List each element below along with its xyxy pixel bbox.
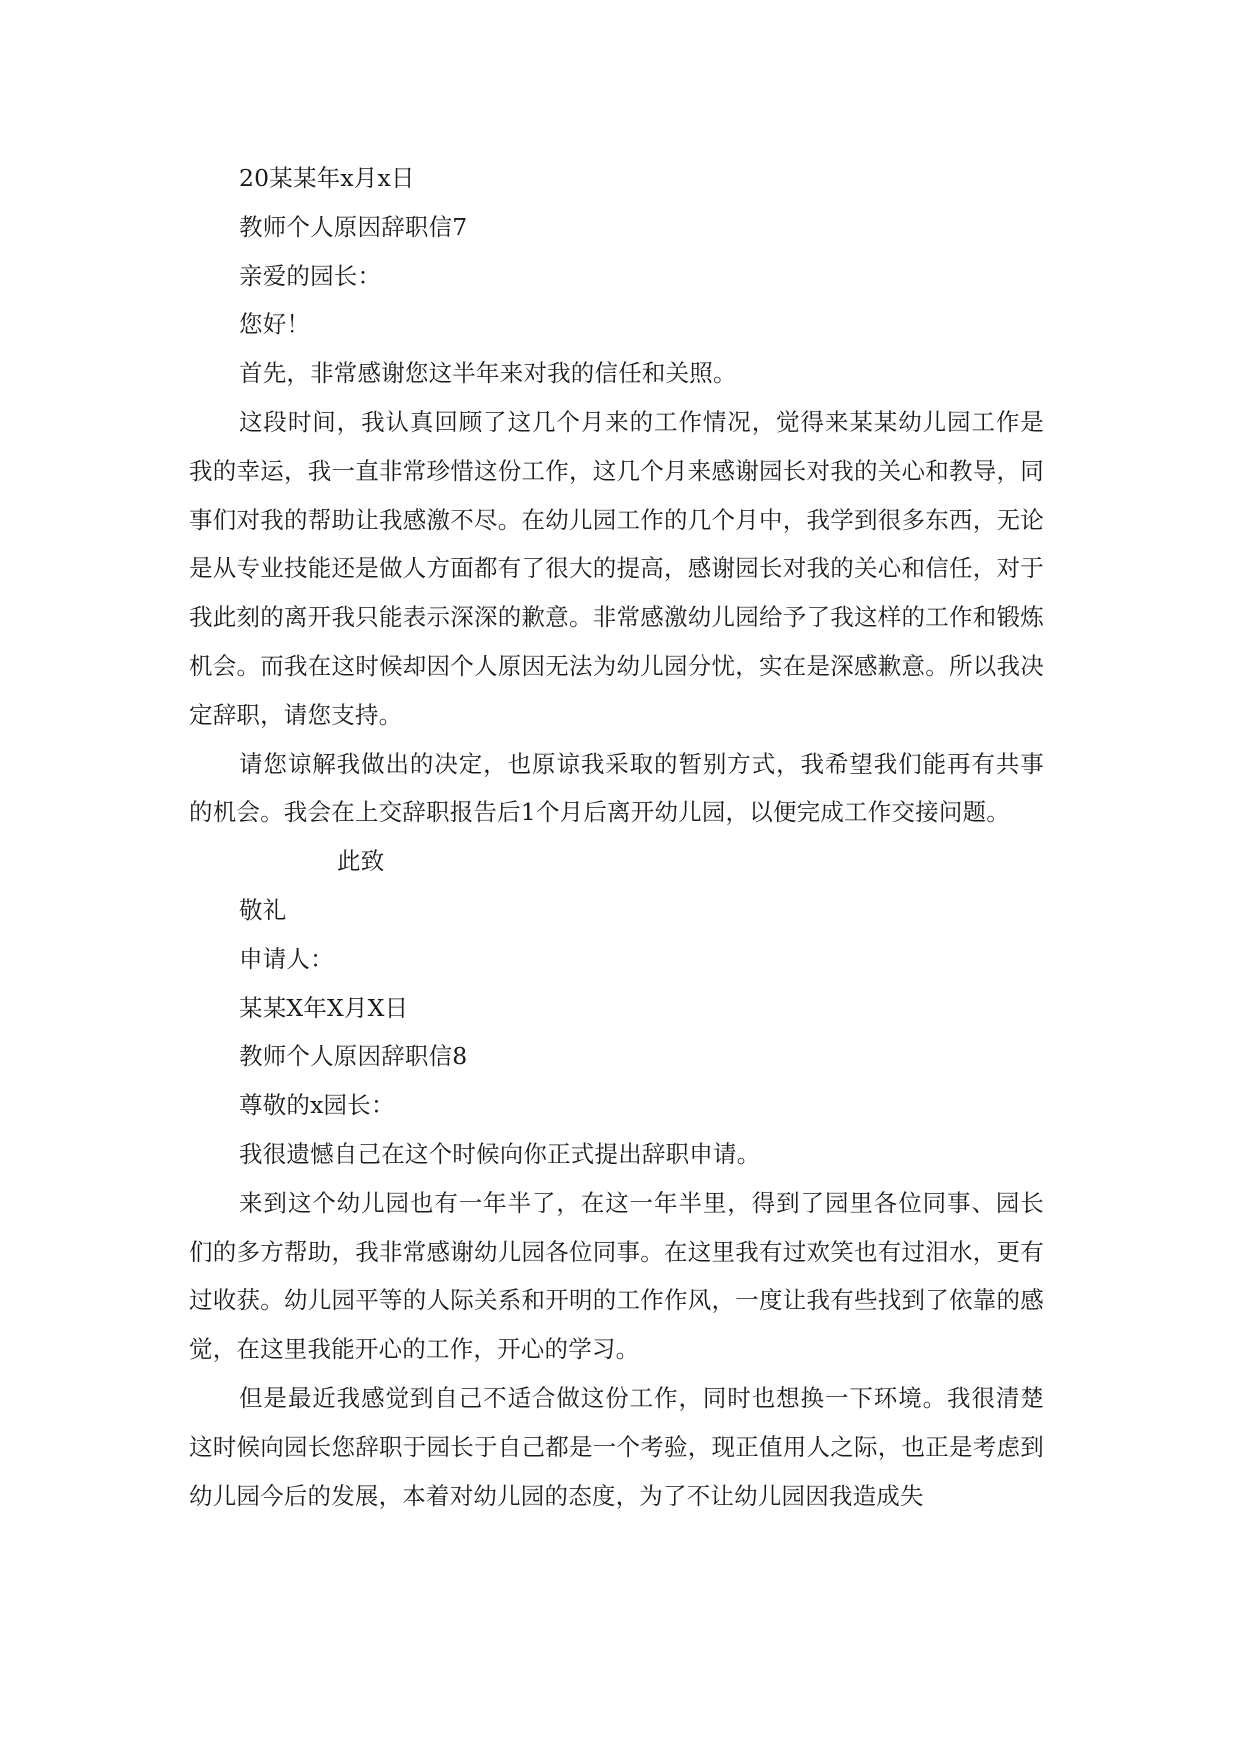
letter-8-paragraph-1: 我很遗憾自己在这个时候向你正式提出辞职申请。 bbox=[239, 1139, 761, 1168]
letter-8-title: 教师个人原因辞职信8 bbox=[239, 1042, 468, 1071]
letter-8-paragraph-3: 但是最近我感觉到自己不适合做这份工作，同时也想换一下环境。我很清楚这时候向园长您辞职于园长于自己都是一个考验，现正值用人之际，也正是考虑到幼儿园今后的发展，本着对幼儿园的态度，为了不让幼儿园因我造成失 bbox=[189, 1383, 1044, 1510]
letter-7-paragraph-3: 请您谅解我做出的决定，也原谅我采取的暂别方式，我希望我们能再有共事的机会。我会在上交辞职报告后1个月后离开幼儿园，以便完成工作交接问题。 bbox=[189, 749, 1044, 827]
previous-letter-date: 20某某年x月x日 bbox=[239, 164, 415, 192]
letter-7-applicant: 申请人： bbox=[239, 944, 334, 973]
letter-7-regards: 敬礼 bbox=[239, 895, 287, 924]
letter-8-paragraph-2: 来到这个幼儿园也有一年半了，在这一年半里，得到了园里各位同事、园长们的多方帮助，我非常感谢幼儿园各位同事。在这里我有过欢笑也有过泪水，更有过收获。幼儿园平等的人际关系和开明的工作作风，一度让我有些找到了依靠的感觉，在这里我能开心的工作，开心的学习。 bbox=[189, 1188, 1044, 1364]
letter-7-date: 某某X年X月X日 bbox=[239, 993, 409, 1022]
letter-7-paragraph-1: 首先，非常感谢您这半年来对我的信任和关照。 bbox=[239, 359, 737, 388]
letter-7-closing: 此致 bbox=[337, 847, 385, 876]
letter-7-paragraph-2: 这段时间，我认真回顾了这几个月来的工作情况，觉得来某某幼儿园工作是我的幸运，我一直非常珍惜这份工作，这几个月来感谢园长对我的关心和教导，同事们对我的帮助让我感激不尽。在幼儿园工作的几个月中，我学到很多东西，无论是从专业技能还是做人方面都有了很大的提高，感谢园长对我的关心和信任，对于我此刻的离开我只能表示深深的歉意。非常感激幼儿园给予了我这样的工作和锻炼机会。而我在这时候却因个人原因无法为幼儿园分忧，实在是深感歉意。所以我决定辞职，请您支持。 bbox=[189, 407, 1044, 729]
letter-7-salutation: 亲爱的园长： bbox=[239, 261, 382, 290]
letter-8-salutation: 尊敬的x园长： bbox=[239, 1091, 395, 1120]
document-body bbox=[189, 154, 1044, 1520]
letter-7-title: 教师个人原因辞职信7 bbox=[239, 212, 468, 241]
letter-7-greeting: 您好！ bbox=[239, 310, 311, 339]
